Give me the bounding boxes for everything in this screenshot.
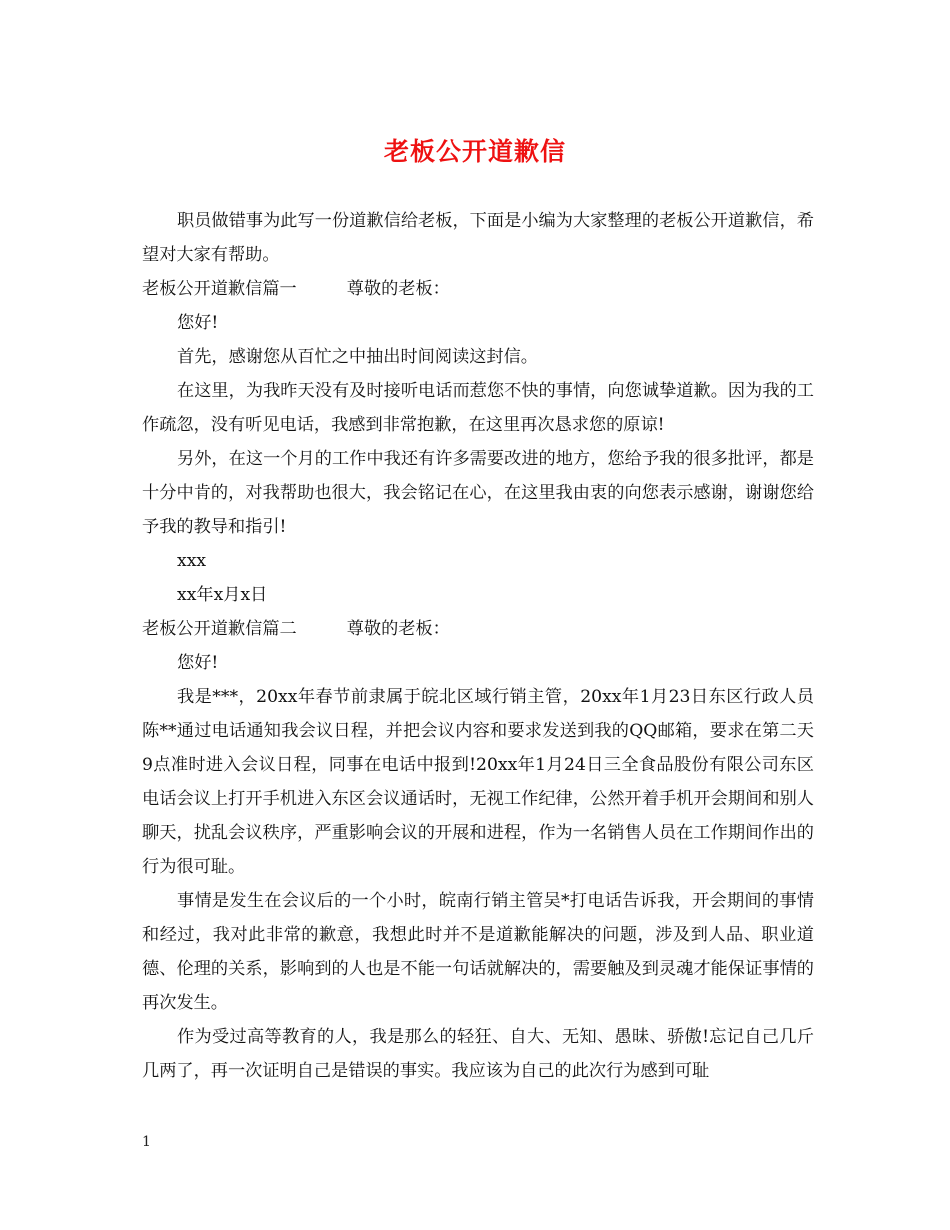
intro-paragraph: 职员做错事为此写一份道歉信给老板，下面是小编为大家整理的老板公开道歉信，希望对大家有帮助。 [142, 211, 814, 265]
section2-heading-line [142, 612, 814, 646]
section2-paragraph: 我是***，20xx年春节前隶属于皖北区域行销主管，20xx年1月23日东区行政人员陈**通过电话通知我会议日程，并把会议内容和要求发送到我的QQ邮箱，要求在第二天9点准时进入会议日程，同事在电话中报到!20xx年1月24日三全食品股份有限公司东区电话会议上打开手机进入东区会议通话时，无视工作纪律，公然开着手机开会期间和别人聊天，扰乱会议秩序，严重影响会议的开展和进程，作为一名销售人员在工作期间作出的行为很可耻。 [142, 687, 814, 877]
section2-paragraph: 事情是发生在会议后的一个小时，皖南行销主管吴*打电话告诉我，开会期间的事情和经过，我对此非常的歉意，我想此时并不是道歉能解决的问题，涉及到人品、职业道德、伦理的关系，影响到的人也是不能一句话就解决的，需要触及到灵魂才能保证事情的再次发生。 [142, 891, 814, 1013]
section2-greeting: 您好! [177, 653, 219, 673]
section1-date: xx年x月x日 [177, 585, 268, 605]
section2-salutation: 尊敬的老板： [346, 619, 450, 639]
section2-paragraph: 作为受过高等教育的人，我是那么的轻狂、自大、无知、愚昧、骄傲!忘记自己几斤几两了，再一次证明自己是错误的事实。我应该为自己的此次行为感到可耻 [142, 1027, 814, 1081]
section1-signature: xxx [177, 551, 207, 571]
section1-heading-line [142, 272, 814, 306]
section1-heading: 老板公开道歉信篇一 [142, 279, 297, 299]
section1-paragraph: 另外，在这一个月的工作中我还有许多需要改进的地方，您给予我的很多批评，都是十分中肯的，对我帮助也很大，我会铭记在心，在这里我由衷的向您表示感谢，谢谢您给予我的教导和指引! [142, 449, 814, 537]
section1-paragraph: 在这里，为我昨天没有及时接听电话而惹您不快的事情，向您诚挚道歉。因为我的工作疏忽，没有听见电话，我感到非常抱歉，在这里再次恳求您的原谅! [142, 381, 814, 435]
page-number: 1 [142, 1134, 151, 1150]
document-title: 老板公开道歉信 [383, 137, 566, 166]
section1-greeting: 您好! [177, 313, 219, 333]
document-body [142, 204, 814, 1088]
section2-heading: 老板公开道歉信篇二 [142, 619, 297, 639]
section1-salutation: 尊敬的老板： [346, 279, 450, 299]
section1-paragraph: 首先，感谢您从百忙之中抽出时间阅读这封信。 [177, 347, 538, 367]
